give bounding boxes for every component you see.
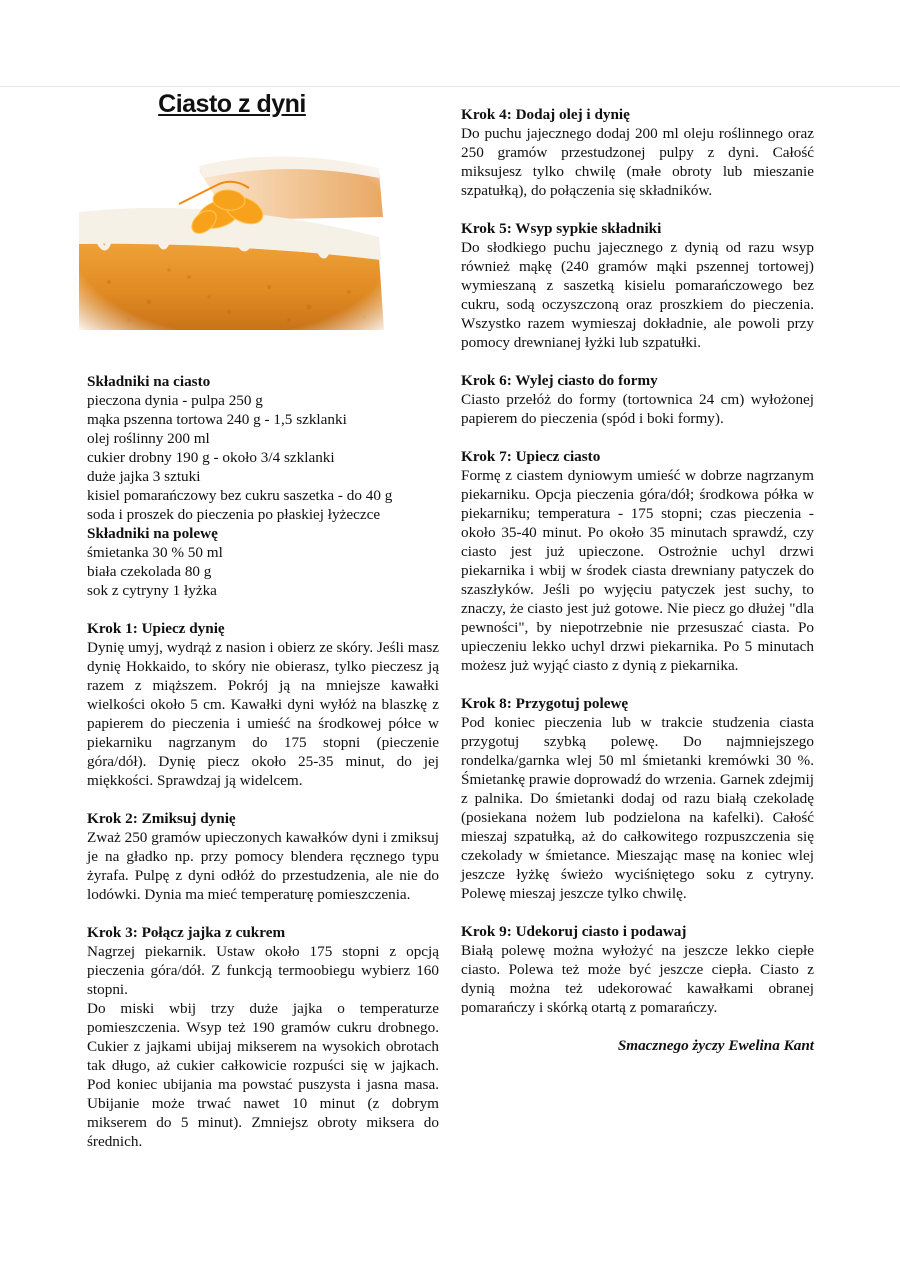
ingredient-item: sok z cytryny 1 łyżka: [87, 582, 217, 599]
ingredient-item: kisiel pomarańczowy bez cukru saszetka - do 40 g: [87, 487, 393, 504]
ingredient-item: pieczona dynia - pulpa 250 g: [87, 392, 263, 409]
ingredient-item: cukier drobny 190 g - około 3/4 szklanki: [87, 449, 335, 466]
ingredients-cake-heading: Składniki na ciasto: [87, 373, 211, 390]
ingredient-item: olej roślinny 200 ml: [87, 430, 210, 447]
left-column: [87, 90, 439, 1151]
step-2-text: Zważ 250 gramów upieczonych kawałków dyni i zmiksuj je na gładko np. przy pomocy blendera ręcznego typu żyrafa. Pulpę z dyni odłóż do przestudzenia, ale nie do lodówki. Dynia ma mieć temperaturę pomieszczenia.: [87, 829, 439, 903]
step-2-heading: Krok 2: Zmiksuj dynię: [87, 810, 236, 827]
step-3-heading: Krok 3: Połącz jajka z cukrem: [87, 924, 286, 941]
step-9-heading: Krok 9: Udekoruj ciasto i podawaj: [461, 923, 687, 940]
step-7-text: Formę z ciastem dyniowym umieść w dobrze nagrzanym piekarniku. Opcja pieczenia góra/dół; środkowa półka w piekarniku; temperatura - 175 stopni; czas pieczenia - około 35-40 minut. Po około 35 minutach sprawdź, czy ciasto jest już upieczone. Ostrożnie uchyl drzwi piekarnika i wbij w środek ciasta drewniany patyczek do szaszłyków. Jeśli po wyjęciu patyczek jest suchy, to znaczy, że ciasto jest już gotowe. Nie piecz go dłużej "dla pewności", by niepotrzebnie nie przesuszać ciasta. Po upieczeniu lekko uchyl drzwi piekarnika. Po 5 minutach możesz już wyjąć ciasto z dynią z piekarnika.: [461, 467, 814, 674]
step-6-text: Ciasto przełóż do formy (tortownica 24 cm) wyłożonej papierem do pieczenia (spód i boki formy).: [461, 391, 814, 427]
step-3-text-2: Do miski wbij trzy duże jajka o temperaturze pomieszczenia. Wsyp też 190 gramów cukru drobnego. Cukier z jajkami ubijaj mikserem na wysokich obrotach tak długo, aż cukier całkowicie rozpuści się w jajkach. Pod koniec ubijania ma powstać puszysta i jasna masa. Ubijanie może trwać nawet 10 minut (z dobrym mikserem do 5 minut). Zmniejsz obroty miksera do średnich.: [87, 1000, 439, 1150]
ingredients-glaze-heading: Składniki na polewę: [87, 525, 218, 542]
signature: Smacznego życzy Ewelina Kant: [617, 1037, 814, 1054]
ingredient-item: soda i proszek do pieczenia po płaskiej łyżeczce: [87, 506, 381, 523]
step-1-text: Dynię umyj, wydrąż z nasion i obierz ze skóry. Jeśli masz dynię Hokkaido, to skóry nie obierasz, tylko pieczesz ją razem z miąższem. Pokrój ją na mniejsze kawałki wielkości około 5 cm. Kawałki dyni wyłóż na blaszkę z papierem do pieczenia i umieść na środkowej półce w piekarniku nagrzanym do 175 stopni (pieczenie góra/dół). Dynię piecz około 25-35 minut, do jej miękkości. Sprawdzaj ją widelcem.: [87, 639, 439, 789]
ingredient-item: duże jajka 3 sztuki: [87, 468, 201, 485]
ingredient-item: śmietanka 30 % 50 ml: [87, 544, 223, 561]
step-5-text: Do słodkiego puchu jajecznego z dynią od razu wsyp również mąkę (240 gramów mąki pszennej tortowej) wymieszaną z saszetką kisielu pomarańczowego bez cukru, sodą oczyszczoną oraz proszkiem do pieczenia. Wszystko razem wymieszaj dokładnie, ale powoli przy pomocy drewnianej łyżki lub szpatułki.: [461, 239, 814, 351]
ingredient-item: biała czekolada 80 g: [87, 563, 212, 580]
step-7-heading: Krok 7: Upiecz ciasto: [461, 448, 601, 465]
step-6-heading: Krok 6: Wylej ciasto do formy: [461, 372, 658, 389]
ingredient-item: mąka pszenna tortowa 240 g - 1,5 szklanki: [87, 411, 347, 428]
step-4-heading: Krok 4: Dodaj olej i dynię: [461, 106, 630, 123]
header-divider: [0, 86, 900, 87]
step-3-text: Nagrzej piekarnik. Ustaw około 175 stopni z opcją pieczenia góra/dół. Z funkcją termoobiegu wybierz 160 stopni.: [87, 943, 439, 998]
step-8-heading: Krok 8: Przygotuj polewę: [461, 695, 629, 712]
step-1-heading: Krok 1: Upiecz dynię: [87, 620, 225, 637]
recipe-title: Ciasto z dyni: [158, 90, 306, 118]
right-column: [461, 105, 814, 1055]
step-9-text: Białą polewę można wyłożyć na jeszcze lekko ciepłe ciasto. Polewa też może być jeszcze ciepła. Ciasto z dynią można też udekorować kawałkami obranej pomarańczy i skórką otartą z pomarańczy.: [461, 942, 814, 1016]
step-8-text: Pod koniec pieczenia lub w trakcie studzenia ciasta przygotuj szybką polewę. Do najmniejszego rondelka/garnka wlej 50 ml śmietanki kremówki 30 %. Śmietankę prawie doprowadź do wrzenia. Garnek zdejmij z palnika. Do śmietanki dodaj od razu białą czekoladę (posiekana nożem lub podzielona na kafelki). Całość mieszaj szpatułką, aż do całkowitego rozpuszczenia się czekolady w śmietance. Mieszając masę na koniec wlej jeszcze łyżkę świeżo wyciśniętego soku z cytryny. Polewę mieszaj jeszcze tylko chwilę.: [461, 714, 814, 902]
step-4-text: Do puchu jajecznego dodaj 200 ml oleju roślinnego oraz 250 gramów przestudzonej pulpy z dyni. Całość miksujesz tylko chwilę (małe obroty lub mieszanie szpatułką), do połączenia się składników.: [461, 125, 814, 199]
step-5-heading: Krok 5: Wsyp sypkie składniki: [461, 220, 662, 237]
cake-photo: [79, 142, 389, 330]
